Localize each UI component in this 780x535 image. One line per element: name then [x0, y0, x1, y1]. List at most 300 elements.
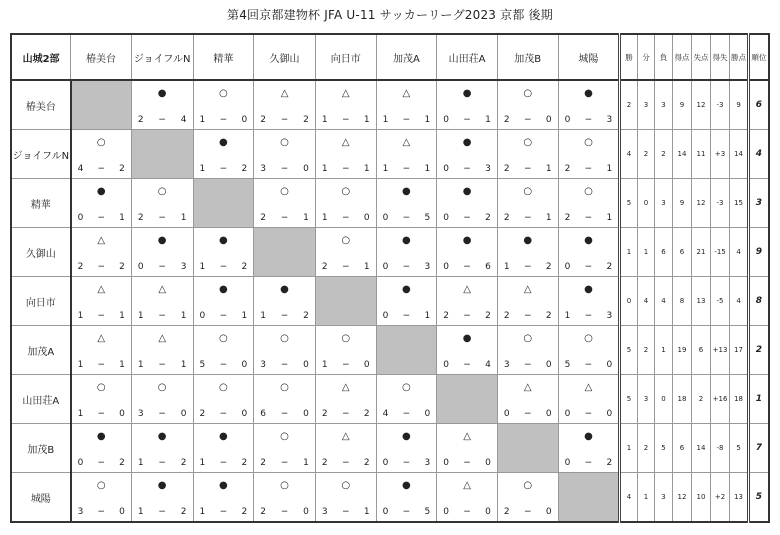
rank-cell: 1 [748, 375, 769, 424]
stat-cell: 18 [672, 375, 692, 424]
score-for: 5 [199, 360, 206, 370]
match-score [132, 458, 193, 468]
result-symbol: △ [402, 88, 411, 99]
column-header-stat: 得失 [710, 34, 730, 80]
score-against: 2 [303, 311, 309, 321]
score-for: 0 [199, 311, 206, 321]
stat-cell: 1 [637, 228, 654, 277]
score-separator: − [523, 409, 532, 419]
result-symbol: ● [218, 480, 228, 491]
match-result-cell [254, 179, 316, 228]
match-score [377, 458, 437, 468]
score-separator: − [158, 213, 166, 223]
score-against: 0 [303, 164, 309, 174]
result-symbol: ● [523, 235, 533, 246]
score-for: 3 [260, 164, 266, 174]
score-separator: − [97, 458, 105, 468]
score-against: 2 [606, 458, 613, 468]
match-result-cell [437, 326, 498, 375]
stat-cell: +13 [710, 326, 730, 375]
match-result-cell [558, 375, 620, 424]
score-for: 3 [77, 507, 84, 517]
match-result-cell [497, 130, 558, 179]
score-against: 1 [606, 213, 613, 223]
score-separator: − [341, 115, 350, 125]
result-symbol: ● [96, 431, 106, 442]
match-score [316, 409, 376, 419]
score-separator: − [584, 311, 593, 321]
result-symbol: ○ [280, 431, 289, 442]
score-for: 1 [382, 115, 389, 125]
match-score [194, 507, 254, 517]
match-result-cell [558, 80, 620, 130]
table-row [11, 375, 769, 424]
match-score [437, 262, 497, 272]
match-result-cell [254, 424, 316, 473]
stat-cell: 4 [655, 277, 672, 326]
stat-cell: 1 [620, 228, 637, 277]
score-separator: − [280, 458, 289, 468]
match-result-cell [558, 424, 620, 473]
result-symbol: ● [218, 431, 228, 442]
score-against: 2 [606, 262, 613, 272]
column-header-stat: 順位 [748, 34, 769, 80]
table-row [11, 277, 769, 326]
match-result-cell [437, 277, 498, 326]
score-for: 2 [260, 507, 266, 517]
result-symbol: ● [584, 235, 593, 246]
score-against: 1 [363, 262, 370, 272]
rank-cell: 4 [748, 130, 769, 179]
column-header-team: 城陽 [558, 34, 620, 80]
self-match-cell [193, 179, 254, 228]
stat-cell: 2 [637, 326, 654, 375]
score-against: 3 [606, 115, 613, 125]
score-against: 0 [606, 409, 613, 419]
stat-cell: 0 [655, 375, 672, 424]
match-score [132, 311, 193, 321]
score-separator: − [280, 360, 289, 370]
match-result-cell [376, 80, 437, 130]
score-against: 1 [180, 213, 187, 223]
match-score [254, 360, 315, 370]
match-score [559, 409, 619, 419]
stat-cell: +2 [710, 473, 730, 523]
score-for: 0 [137, 262, 144, 272]
score-against: 2 [119, 164, 125, 174]
score-for: 1 [321, 115, 328, 125]
result-symbol: △ [280, 88, 289, 99]
match-score [194, 409, 254, 419]
match-result-cell [558, 179, 620, 228]
score-against: 0 [303, 360, 309, 370]
column-header-stat: 勝点 [730, 34, 749, 80]
stat-cell: 8 [672, 277, 692, 326]
match-score [498, 507, 558, 517]
score-for: 2 [199, 409, 206, 419]
match-score [194, 360, 254, 370]
score-against: 5 [424, 507, 431, 517]
result-symbol: ○ [523, 333, 533, 344]
score-separator: − [341, 262, 350, 272]
result-symbol: ● [157, 480, 167, 491]
score-against: 0 [606, 360, 613, 370]
score-for: 2 [77, 262, 84, 272]
stat-cell: 9 [672, 179, 692, 228]
match-result-cell [254, 80, 316, 130]
score-against: 1 [545, 213, 552, 223]
score-separator: − [584, 164, 593, 174]
score-for: 0 [443, 115, 449, 125]
score-for: 4 [382, 409, 389, 419]
match-result-cell [131, 473, 193, 523]
stat-cell: 14 [692, 424, 711, 473]
score-for: 1 [199, 164, 206, 174]
result-symbol: ● [402, 480, 411, 491]
match-result-cell [131, 80, 193, 130]
score-against: 1 [424, 164, 431, 174]
match-result-cell [558, 228, 620, 277]
score-against: 0 [424, 409, 431, 419]
row-header-team: 精華 [11, 179, 71, 228]
result-symbol: ○ [96, 382, 106, 393]
score-for: 0 [564, 458, 571, 468]
score-separator: − [463, 262, 471, 272]
result-symbol: ○ [280, 186, 289, 197]
score-for: 1 [199, 262, 206, 272]
score-for: 1 [382, 164, 389, 174]
stat-cell: 15 [730, 179, 749, 228]
match-result-cell [131, 228, 193, 277]
match-result-cell [497, 179, 558, 228]
match-result-cell [71, 228, 132, 277]
score-for: 1 [321, 213, 328, 223]
score-against: 1 [363, 507, 370, 517]
match-score [72, 507, 131, 517]
match-score [559, 262, 619, 272]
score-for: 0 [503, 409, 510, 419]
match-result-cell [497, 326, 558, 375]
table-row [11, 179, 769, 228]
match-score [437, 213, 497, 223]
match-result-cell [131, 375, 193, 424]
match-score [498, 115, 558, 125]
stat-cell: 3 [655, 179, 672, 228]
score-for: 0 [382, 262, 389, 272]
stat-cell: 13 [692, 277, 711, 326]
score-separator: − [97, 213, 105, 223]
score-against: 2 [241, 164, 248, 174]
stat-cell: 4 [730, 277, 749, 326]
column-header-team: 椿美台 [71, 34, 132, 80]
score-against: 1 [241, 311, 248, 321]
score-for: 2 [321, 262, 328, 272]
score-against: 2 [241, 262, 248, 272]
score-separator: − [97, 360, 105, 370]
stat-cell: -3 [710, 179, 730, 228]
score-separator: − [523, 213, 532, 223]
score-against: 2 [363, 409, 370, 419]
stat-cell: 18 [730, 375, 749, 424]
score-against: 0 [303, 409, 309, 419]
result-symbol: △ [402, 137, 411, 148]
score-for: 1 [137, 507, 144, 517]
score-for: 0 [564, 409, 571, 419]
result-symbol: △ [341, 431, 350, 442]
result-symbol: ○ [341, 480, 351, 491]
score-separator: − [341, 507, 350, 517]
score-separator: − [402, 213, 411, 223]
score-separator: − [219, 507, 228, 517]
score-for: 0 [564, 262, 571, 272]
match-result-cell [71, 473, 132, 523]
rank-cell: 5 [748, 473, 769, 523]
score-against: 4 [180, 115, 187, 125]
self-match-cell [131, 130, 193, 179]
score-for: 5 [564, 360, 571, 370]
result-symbol: ● [402, 235, 411, 246]
header-row [11, 34, 769, 80]
stat-cell: 12 [672, 473, 692, 523]
match-score [132, 507, 193, 517]
score-separator: − [158, 458, 166, 468]
stat-cell: -8 [710, 424, 730, 473]
match-score [377, 409, 437, 419]
result-symbol: △ [523, 284, 532, 295]
result-symbol: ○ [523, 137, 533, 148]
score-separator: − [280, 115, 289, 125]
stat-cell: -15 [710, 228, 730, 277]
score-separator: − [158, 507, 166, 517]
match-result-cell [376, 277, 437, 326]
score-against: 1 [606, 164, 613, 174]
stat-cell: 4 [620, 473, 637, 523]
score-for: 0 [443, 507, 449, 517]
result-symbol: △ [584, 382, 593, 393]
score-for: 2 [503, 164, 510, 174]
score-against: 2 [303, 115, 309, 125]
score-against: 3 [606, 311, 613, 321]
score-for: 1 [77, 409, 84, 419]
score-for: 1 [137, 311, 144, 321]
stat-cell: 3 [655, 80, 672, 130]
match-result-cell [193, 424, 254, 473]
match-score [194, 115, 254, 125]
match-result-cell [497, 277, 558, 326]
stat-cell: +3 [710, 130, 730, 179]
match-score [132, 409, 193, 419]
self-match-cell [437, 375, 498, 424]
self-match-cell [558, 473, 620, 523]
match-score [559, 164, 619, 174]
match-score [559, 311, 619, 321]
score-for: 1 [503, 262, 510, 272]
result-symbol: △ [463, 284, 471, 295]
column-header-stat: 得点 [672, 34, 692, 80]
stat-cell: 5 [620, 375, 637, 424]
stat-cell: 6 [655, 228, 672, 277]
league-table [10, 33, 770, 523]
score-separator: − [97, 507, 105, 517]
score-separator: − [158, 262, 166, 272]
match-score [437, 360, 497, 370]
result-symbol: ○ [218, 88, 228, 99]
score-against: 1 [180, 360, 187, 370]
score-separator: − [584, 115, 593, 125]
match-result-cell [71, 130, 132, 179]
score-for: 0 [77, 458, 84, 468]
match-result-cell [315, 326, 376, 375]
score-for: 0 [382, 507, 389, 517]
score-separator: − [158, 409, 166, 419]
match-result-cell [437, 179, 498, 228]
match-score [72, 164, 131, 174]
row-header-team: 城陽 [11, 473, 71, 523]
result-symbol: ● [402, 186, 411, 197]
score-for: 2 [260, 115, 266, 125]
score-against: 1 [485, 115, 491, 125]
score-separator: − [402, 164, 411, 174]
result-symbol: ● [218, 137, 228, 148]
stat-cell: 1 [655, 326, 672, 375]
match-result-cell [71, 424, 132, 473]
match-score [559, 115, 619, 125]
score-for: 1 [137, 458, 144, 468]
match-score [132, 115, 193, 125]
stat-cell: 11 [692, 130, 711, 179]
result-symbol: ○ [96, 480, 106, 491]
stat-cell: 2 [655, 130, 672, 179]
score-separator: − [463, 458, 471, 468]
match-result-cell [254, 375, 316, 424]
match-result-cell [71, 277, 132, 326]
match-result-cell [497, 228, 558, 277]
score-for: 0 [443, 262, 449, 272]
result-symbol: ● [462, 186, 472, 197]
result-symbol: ○ [218, 333, 228, 344]
score-separator: − [219, 360, 228, 370]
score-against: 0 [241, 115, 248, 125]
result-symbol: ○ [584, 333, 593, 344]
result-symbol: ○ [523, 480, 533, 491]
column-header-team: 向日市 [315, 34, 376, 80]
column-header-team: 久御山 [254, 34, 316, 80]
score-for: 3 [503, 360, 510, 370]
score-for: 0 [382, 213, 389, 223]
table-row [11, 473, 769, 523]
score-against: 2 [545, 311, 552, 321]
match-score [559, 360, 619, 370]
column-header-stat: 失点 [692, 34, 711, 80]
rank-cell: 3 [748, 179, 769, 228]
score-separator: − [523, 507, 532, 517]
rank-cell: 9 [748, 228, 769, 277]
stat-cell: 0 [637, 179, 654, 228]
result-symbol: △ [341, 137, 350, 148]
match-score [72, 213, 131, 223]
score-against: 2 [119, 262, 125, 272]
match-result-cell [193, 130, 254, 179]
stat-cell: -3 [710, 80, 730, 130]
score-against: 1 [303, 213, 309, 223]
column-header-team: 加茂A [376, 34, 437, 80]
score-against: 0 [545, 115, 552, 125]
score-against: 1 [119, 213, 125, 223]
match-score [72, 262, 131, 272]
score-for: 1 [77, 311, 84, 321]
result-symbol: ● [218, 284, 228, 295]
score-for: 0 [564, 115, 571, 125]
row-header-team: 向日市 [11, 277, 71, 326]
match-score [72, 458, 131, 468]
score-separator: − [463, 164, 471, 174]
row-header-team: 加茂A [11, 326, 71, 375]
score-separator: − [584, 458, 593, 468]
score-against: 0 [119, 409, 125, 419]
score-separator: − [158, 115, 166, 125]
match-score [437, 115, 497, 125]
result-symbol: ● [584, 88, 593, 99]
score-for: 4 [77, 164, 84, 174]
score-separator: − [219, 311, 228, 321]
match-score [254, 458, 315, 468]
score-against: 0 [545, 409, 552, 419]
self-match-cell [71, 80, 132, 130]
result-symbol: △ [158, 333, 167, 344]
match-result-cell [376, 375, 437, 424]
stat-cell: 5 [730, 424, 749, 473]
score-against: 0 [303, 507, 309, 517]
match-score [377, 164, 437, 174]
match-result-cell [193, 277, 254, 326]
column-header-team: 山田荘A [437, 34, 498, 80]
match-result-cell [376, 473, 437, 523]
stat-cell: 14 [730, 130, 749, 179]
score-separator: − [402, 311, 411, 321]
score-against: 2 [241, 507, 248, 517]
score-separator: − [219, 409, 228, 419]
stat-cell: 3 [637, 80, 654, 130]
division-label: 山城2部 [11, 34, 71, 80]
match-score [498, 311, 558, 321]
score-separator: − [402, 115, 411, 125]
match-result-cell [376, 130, 437, 179]
match-result-cell [376, 179, 437, 228]
score-separator: − [158, 311, 166, 321]
match-result-cell [376, 228, 437, 277]
score-against: 0 [241, 360, 248, 370]
score-against: 3 [485, 164, 491, 174]
match-score [72, 360, 131, 370]
score-separator: − [341, 458, 350, 468]
stat-cell: 19 [672, 326, 692, 375]
result-symbol: ● [157, 431, 167, 442]
score-against: 1 [424, 115, 431, 125]
score-for: 2 [564, 213, 571, 223]
score-against: 2 [545, 262, 552, 272]
score-separator: − [463, 507, 471, 517]
stat-cell: 5 [655, 424, 672, 473]
result-symbol: ○ [280, 382, 289, 393]
match-result-cell [193, 228, 254, 277]
result-symbol: ○ [523, 88, 533, 99]
score-for: 2 [260, 213, 266, 223]
column-header-stat: 分 [637, 34, 654, 80]
self-match-cell [376, 326, 437, 375]
stat-cell: 9 [672, 80, 692, 130]
score-separator: − [463, 360, 471, 370]
result-symbol: △ [97, 235, 106, 246]
